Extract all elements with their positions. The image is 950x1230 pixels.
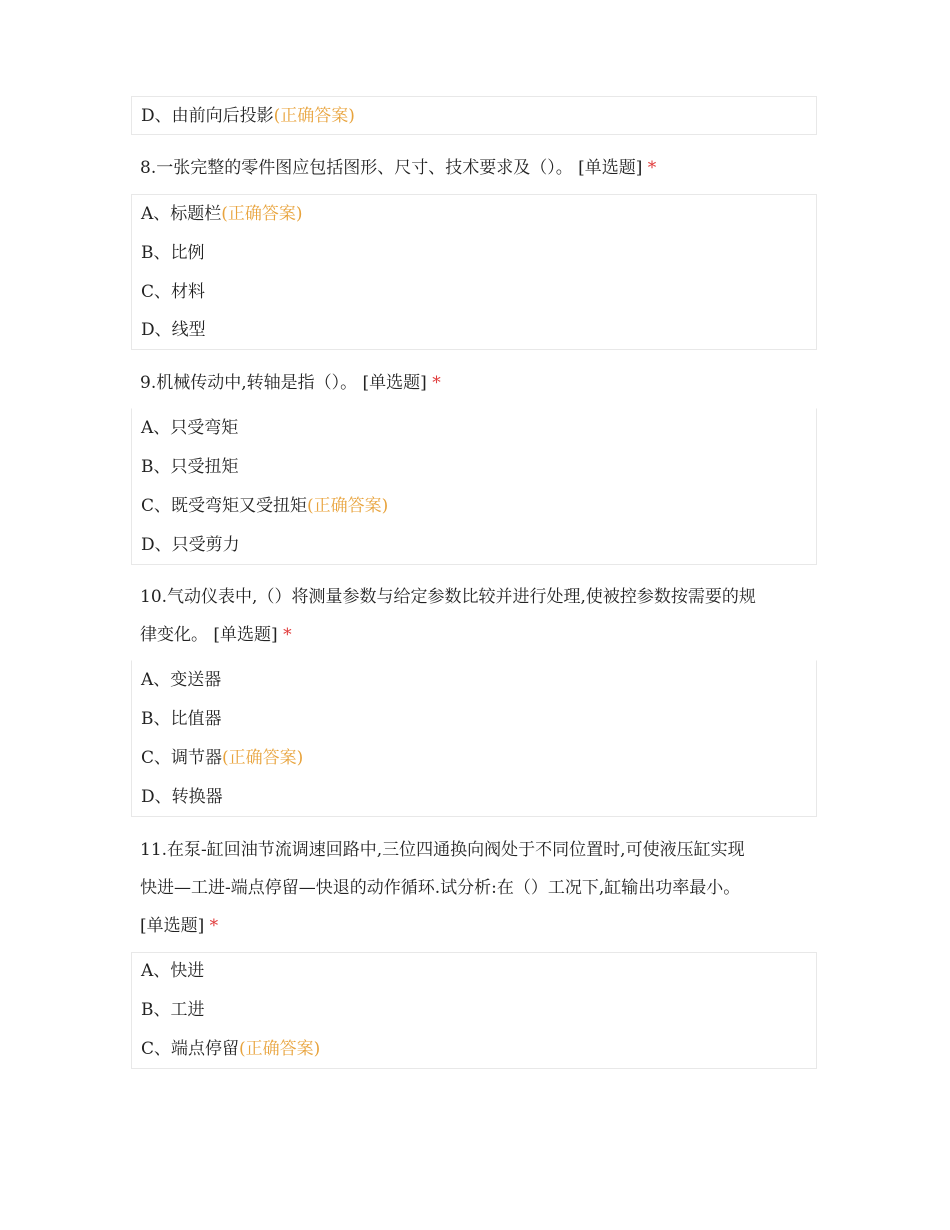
correct-answer-marker: (正确答案): [307, 496, 389, 516]
option-label: A、快进: [141, 961, 205, 981]
options-box: [131, 952, 817, 1069]
correct-answer-marker: (正确答案): [221, 204, 303, 224]
option[interactable]: [141, 709, 222, 729]
question-title: [140, 364, 810, 402]
question-text-line: 11.在泵-缸回油节流调速回路中,三位四通换向阀处于不同位置时,可使液压缸实现: [140, 840, 745, 860]
required-marker: *: [432, 373, 441, 393]
option[interactable]: [141, 961, 204, 981]
question-text-line: [140, 907, 810, 945]
option-label: A、变送器: [141, 670, 222, 690]
option[interactable]: [141, 787, 223, 807]
option[interactable]: [141, 243, 205, 263]
option-label: D、只受剪力: [141, 535, 240, 555]
correct-answer-marker: (正确答案): [239, 1039, 321, 1059]
option[interactable]: [141, 457, 239, 477]
required-marker: *: [647, 158, 657, 178]
option[interactable]: [141, 1039, 320, 1059]
question-text: 8.一张完整的零件图应包括图形、尺寸、技术要求及（）。: [140, 158, 573, 178]
question-text: 律变化。: [140, 625, 208, 645]
question-type-tag: [单选题]: [362, 373, 427, 393]
question-title: [140, 578, 810, 654]
question-type-tag: [单选题]: [213, 625, 278, 645]
option-label: B、工进: [141, 1000, 205, 1020]
option[interactable]: [141, 320, 206, 340]
question-text-line: [140, 616, 810, 654]
option-label: C、既受弯矩又受扭矩: [141, 496, 308, 516]
option-label: C、材料: [141, 282, 206, 302]
question-type-tag: [单选题]: [140, 916, 205, 936]
option-label: D、由前向后投影: [141, 106, 274, 126]
option-label: B、只受扭矩: [141, 457, 239, 477]
options-box: [131, 660, 817, 817]
question-type-tag: [单选题]: [578, 158, 643, 178]
options-box: [131, 194, 817, 350]
options-box: [131, 408, 817, 565]
option[interactable]: [141, 204, 303, 224]
required-marker: *: [283, 625, 292, 645]
question-text: 9.机械传动中,转轴是指（）。: [140, 373, 358, 393]
option-label: D、转换器: [141, 787, 223, 807]
question-title: [140, 831, 810, 945]
option[interactable]: [141, 418, 238, 438]
option-label: B、比例: [141, 243, 205, 263]
option-label: C、调节器: [141, 748, 223, 768]
option-label: C、端点停留: [141, 1039, 240, 1059]
question-text-line: 10.气动仪表中,（）将测量参数与给定参数比较并进行处理,使被控参数按需要的规: [140, 587, 756, 607]
option[interactable]: [141, 535, 240, 555]
option[interactable]: [141, 748, 303, 768]
options-box: [131, 96, 817, 135]
option[interactable]: [141, 670, 221, 690]
option[interactable]: [141, 106, 355, 126]
question-title: [140, 149, 810, 187]
correct-answer-marker: (正确答案): [273, 106, 355, 126]
option[interactable]: [141, 496, 388, 516]
option-label: A、只受弯矩: [141, 418, 239, 438]
correct-answer-marker: (正确答案): [222, 748, 304, 768]
question-text-line: 快进—工进-端点停留—快退的动作循环.试分析:在（）工况下,缸输出功率最小。: [140, 878, 741, 898]
option[interactable]: [141, 1000, 205, 1020]
required-marker: *: [209, 916, 219, 936]
option-label: D、线型: [141, 320, 206, 340]
option[interactable]: [141, 282, 205, 302]
option-label: B、比值器: [141, 709, 222, 729]
option-label: A、标题栏: [141, 204, 222, 224]
